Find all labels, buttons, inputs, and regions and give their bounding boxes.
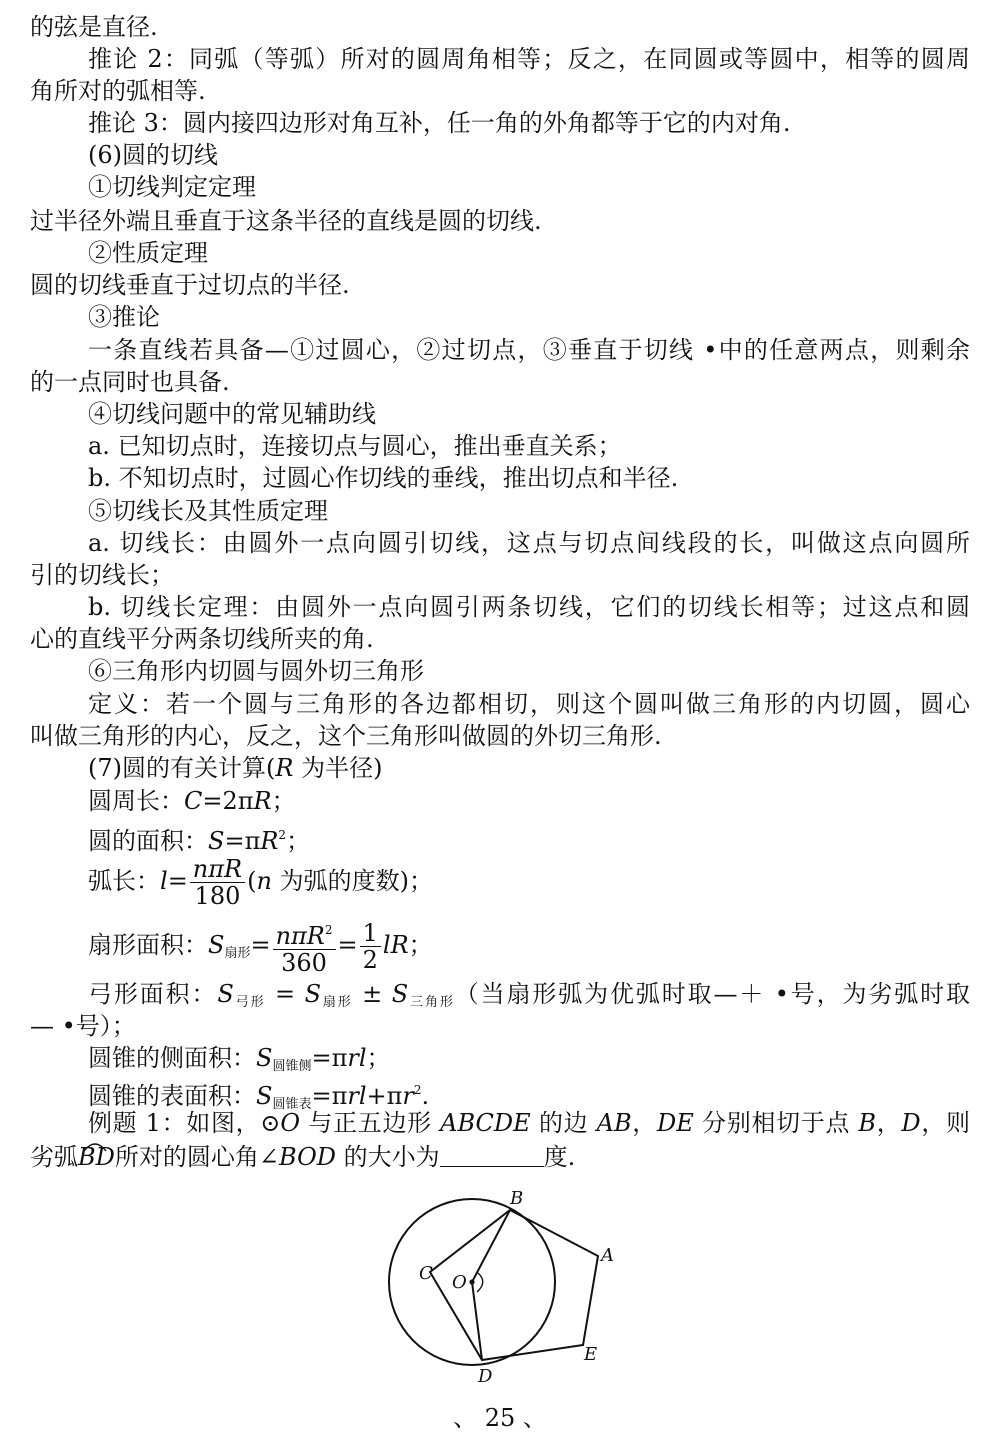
formula-arc-length: 弧长：l= $\frac{\text{nπR}}{180}$ (n 为弧的度数)； bbox=[88, 855, 433, 910]
formula-segment-area: 弓形面积：$S_{弓形} = S_{扇形} \pm S_{三角形}$（当扇形弧为优弧时取—＋ •号，为劣弧时取 bbox=[88, 980, 970, 1009]
subsection-heading: ③推论 bbox=[88, 303, 160, 331]
text-line: 角所对的弧相等. bbox=[30, 77, 206, 105]
text-line: b. 不知切点时，过圆心作切线的垂线，推出切点和半径. bbox=[88, 464, 679, 492]
text-line: 引的切线长； bbox=[30, 561, 174, 589]
section-heading: (7)圆的有关计算(R 为半径) bbox=[88, 754, 383, 782]
text-line: 推论 2：同弧（等弧）所对的圆周角相等；反之，在同圆或等圆中，相等的圆周 bbox=[88, 45, 970, 73]
text-line: 一条直线若具备—①过圆心，②过切点，③垂直于切线 •中的任意两点，则剩余 bbox=[88, 336, 970, 364]
formula-cone-total: 圆锥的表面积：$S_{圆锥表}=\pi rl+\pi r^2$. bbox=[88, 1082, 430, 1112]
label-a: A bbox=[601, 1245, 614, 1266]
answer-blank[interactable] bbox=[440, 1142, 544, 1167]
text-line: 圆的切线垂直于过切点的半径. bbox=[30, 271, 350, 299]
text-line: 推论 3：圆内接四边形对角互补，任一角的外角都等于它的内对角. bbox=[88, 109, 791, 137]
arc-mark-icon bbox=[82, 1139, 108, 1153]
label-e: E bbox=[584, 1344, 598, 1365]
radius-ob bbox=[472, 1210, 510, 1282]
text-line: — •号）； bbox=[30, 1012, 136, 1040]
subsection-heading: ②性质定理 bbox=[88, 239, 208, 267]
subsection-heading: ④切线问题中的常见辅助线 bbox=[88, 400, 376, 428]
formula-circumference: 圆周长：C=2πR； bbox=[88, 787, 296, 815]
center-point bbox=[469, 1279, 474, 1284]
text-line: b. 切线长定理：由圆外一点向圆引两条切线，它们的切线长相等；过这点和圆 bbox=[88, 593, 970, 621]
angle-mark bbox=[477, 1273, 483, 1292]
text-line: a. 切线长：由圆外一点向圆引切线，这点与切点间线段的长，叫做这点向圆所 bbox=[88, 529, 970, 557]
subsection-heading: ⑥三角形内切圆与圆外切三角形 bbox=[88, 657, 424, 685]
formula-area: 圆的面积：$S=\pi R^2$； bbox=[88, 827, 311, 855]
label-d: D bbox=[478, 1366, 493, 1387]
text-line: 叫做三角形的内心，反之，这个三角形叫做圆的外切三角形. bbox=[30, 722, 662, 750]
formula-sector-area: 扇形面积：$S_{扇形}=$ $\frac{n\pi R^2}{360}$ = $\frac{1}{2}$ lR； bbox=[88, 919, 433, 977]
radius-od bbox=[472, 1282, 482, 1360]
formula-cone-lateral: 圆锥的侧面积：$S_{圆锥侧}=\pi rl$； bbox=[88, 1044, 391, 1074]
subsection-heading: ⑤切线长及其性质定理 bbox=[88, 497, 328, 525]
text-line: 定义：若一个圆与三角形的各边都相切，则这个圆叫做三角形的内切圆，圆心 bbox=[88, 690, 970, 718]
text-line: 的弦是直径. bbox=[30, 13, 158, 41]
label-o: O bbox=[452, 1272, 467, 1293]
fraction: $\frac{\text{nπR}}{180}$ bbox=[190, 856, 245, 909]
text-line: 心的直线平分两条切线所夹的角. bbox=[30, 625, 374, 653]
fraction: $\frac{n\pi R^2}{360}$ bbox=[273, 917, 336, 976]
example-question: 例题 1：如图，⊙O 与正五边形 ABCDE 的边 AB，DE 分别相切于点 B，D，则 bbox=[88, 1109, 970, 1137]
geometry-figure bbox=[380, 1182, 640, 1392]
page-number: 、 25 、 bbox=[453, 1404, 547, 1432]
fraction: $\frac{1}{2}$ bbox=[360, 920, 381, 973]
text-line: 的一点同时也具备. bbox=[30, 368, 230, 396]
example-question-cont: 劣弧BD 所对的圆心角∠BOD 的大小为 度. bbox=[30, 1142, 575, 1172]
label-c: C bbox=[419, 1263, 433, 1284]
text-line: 过半径外端且垂直于这条半径的直线是圆的切线. bbox=[30, 207, 542, 235]
label-b: B bbox=[510, 1188, 524, 1209]
subsection-heading: ①切线判定定理 bbox=[88, 173, 256, 201]
text-line: a. 已知切点时，连接切点与圆心，推出垂直关系； bbox=[88, 432, 622, 460]
section-heading: (6)圆的切线 bbox=[88, 141, 218, 169]
